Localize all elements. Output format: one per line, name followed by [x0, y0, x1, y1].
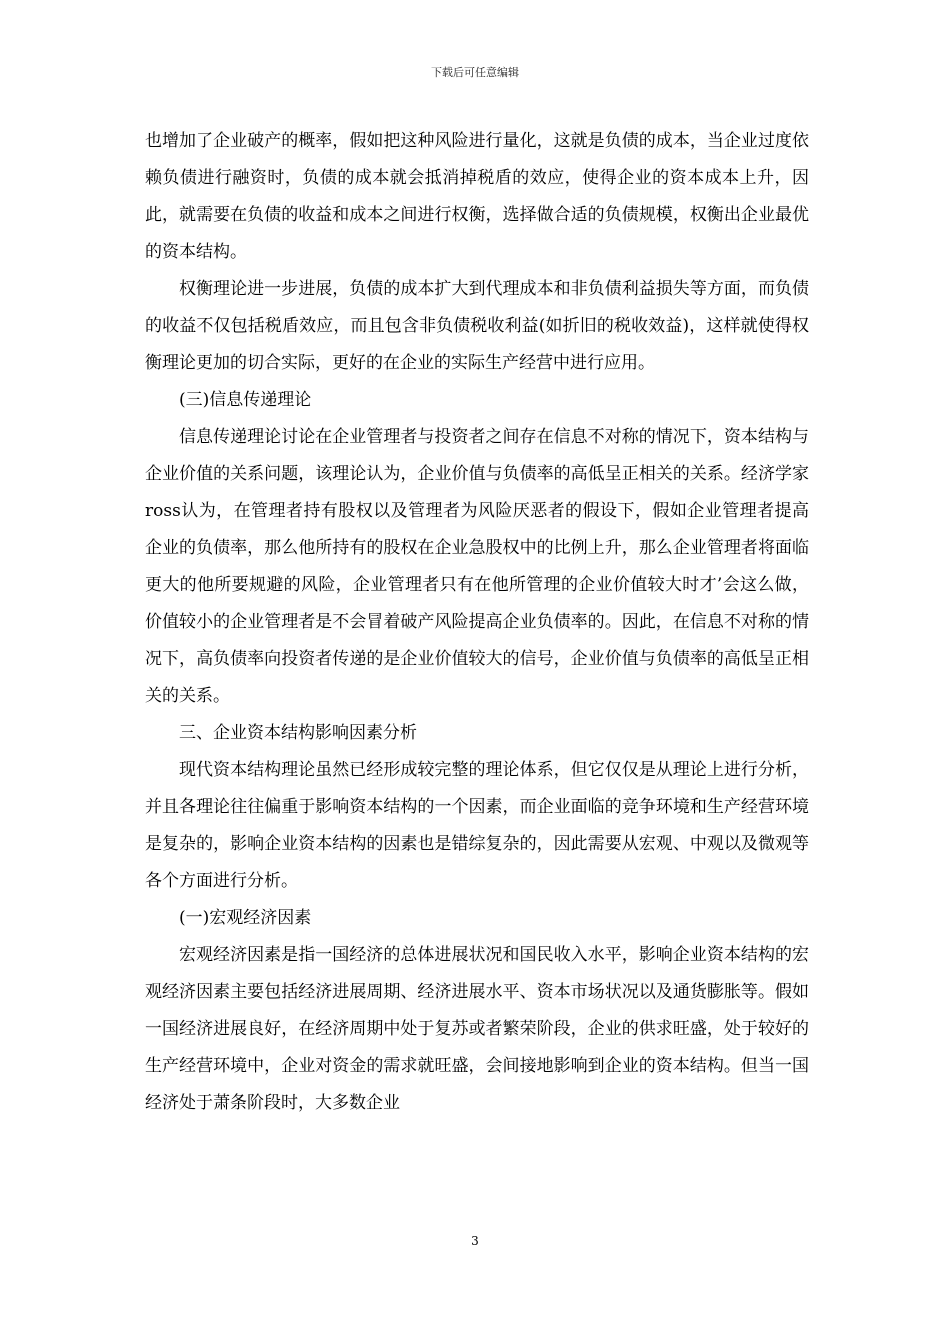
section-heading-macro: (一)宏观经济因素 — [179, 908, 312, 928]
paragraph-signaling-theory: 信息传递理论讨论在企业管理者与投资者之间存在信息不对称的情况下，资本结构与企业价值的关系问题，该理论认为，企业价值与负债率的高低呈正相关的关系。经济学家ross认为，在管理者持有股权以及管理者为风险厌恶者的假设下，假如企业管理者提高企业的负债率，那么他所持有的股权在企业急股权中的比例上升，那么企业管理者将面临更大的他所要规避的风险，企业管理者只有在他所管理的企业价值较大时才’会这么做，价值较小的企业管理者是不会冒着破产风险提高企业负债率的。因此，在信息不对称的情况下，高负债率向投资者传递的是企业价值较大的信号，企业价值与负债率的高低呈正相关的关系。 — [145, 427, 809, 706]
page-header: 下载后可任意编辑 — [431, 66, 519, 79]
paragraph-factors-intro: 现代资本结构理论虽然已经形成较完整的理论体系，但它仅仅是从理论上进行分析，并且各理论往往偏重于影响资本结构的一个因素，而企业面临的竞争环境和生产经营环境是复杂的，影响企业资本结构的因素也是错综复杂的，因此需要从宏观、中观以及微观等各个方面进行分析。 — [145, 760, 809, 891]
document-body — [145, 123, 809, 1122]
page-number: 3 — [471, 1234, 479, 1248]
section-heading-signaling-theory: (三)信息传递理论 — [179, 390, 312, 410]
section-heading-factors: 三、企业资本结构影响因素分析 — [179, 723, 417, 743]
paragraph-tradeoff-theory: 权衡理论进一步进展，负债的成本扩大到代理成本和非负债利益损失等方面，而负债的收益不仅包括税盾效应，而且包含非负债税收利益(如折旧的税收效益)，这样就使得权衡理论更加的切合实际，更好的在企业的实际生产经营中进行应用。 — [145, 279, 809, 373]
paragraph-continuation: 也增加了企业破产的概率，假如把这种风险进行量化，这就是负债的成本，当企业过度依赖负债进行融资时，负债的成本就会抵消掉税盾的效应，使得企业的资本成本上升，因此，就需要在负债的收益和成本之间进行权衡，选择做合适的负债规模，权衡出企业最优的资本结构。 — [145, 131, 809, 262]
paragraph-macro-factors: 宏观经济因素是指一国经济的总体进展状况和国民收入水平，影响企业资本结构的宏观经济因素主要包括经济进展周期、经济进展水平、资本市场状况以及通货膨胀等。假如一国经济进展良好，在经济周期中处于复苏或者繁荣阶段，企业的供求旺盛，处于较好的生产经营环境中，企业对资金的需求就旺盛，会间接地影响到企业的资本结构。但当一国经济处于萧条阶段时，大多数企业 — [145, 945, 809, 1113]
